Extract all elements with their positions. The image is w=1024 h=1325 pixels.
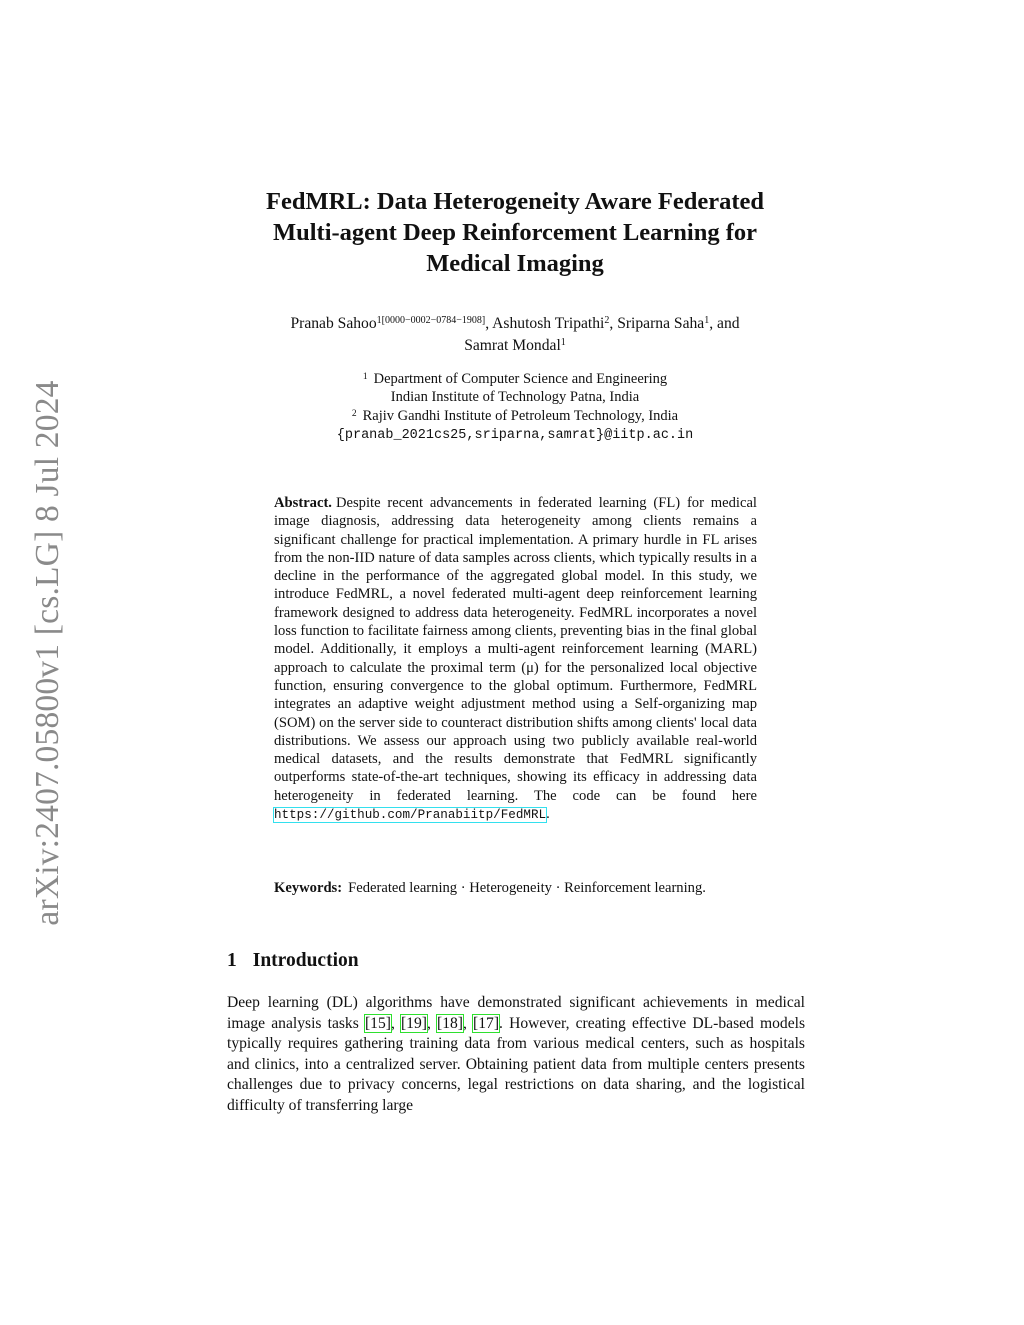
author-affil-marker: 1 [704, 315, 710, 326]
keywords-text: Federated learning · Heterogeneity · Reinforcement learning. [348, 880, 706, 896]
author-name: Pranab Sahoo [290, 315, 377, 332]
affiliation-line [200, 370, 830, 388]
citation-separator: , [390, 1014, 401, 1032]
author-emails [200, 425, 830, 445]
citation-link[interactable]: [18] [437, 1014, 463, 1032]
paragraph-text: . However, creating effective DL-based models typically requires gathering training data from various medical centers, such as hospitals and clinics, into a centralized server. Obtaining patient data from multiple centers presents challenges due to privacy concerns, legal restrictions on data sharing, and the logistical difficulty of transferring large [227, 1014, 806, 1114]
affiliation-text: Department of Computer Science and Engineering [373, 371, 668, 387]
authors-line-2 [200, 335, 830, 357]
abstract-end: . [546, 806, 550, 823]
arxiv-sidebar [28, 375, 68, 930]
keywords [274, 879, 757, 897]
affiliations [200, 370, 830, 445]
author-name: , Sriparna Saha [609, 315, 705, 332]
author-name: Samrat Mondal [464, 337, 561, 354]
author-affil-marker: 2 [604, 315, 610, 326]
section-title: Introduction [252, 950, 359, 971]
keywords-label: Keywords: [274, 880, 343, 896]
affiliation-line [200, 407, 830, 425]
citation-link[interactable]: [17] [473, 1014, 500, 1032]
citation-link[interactable]: [19] [400, 1014, 427, 1032]
section-heading [227, 950, 359, 972]
author-separator: , and [709, 315, 740, 332]
affiliation-text: Rajiv Gandhi Institute of Petroleum Technology, India [362, 407, 679, 424]
citation-separator: , [426, 1014, 438, 1032]
title-line-1: FedMRL: Data Heterogeneity Aware Federated [265, 188, 764, 215]
author-list [200, 313, 830, 357]
section-number: 1 [227, 950, 237, 971]
abstract [274, 494, 757, 824]
paper-title [200, 186, 830, 279]
authors-line-1 [200, 313, 830, 335]
author-orcid: 1[0000−0002−0784−1908] [376, 315, 486, 326]
citation-separator: , [463, 1014, 474, 1032]
affiliation-number: 2 [351, 408, 357, 419]
affiliation-number: 1 [362, 372, 368, 382]
email-address: {pranab_2021cs25,sriparna,samrat}@iitp.ac.in [336, 427, 694, 443]
citation-link[interactable]: [15] [364, 1014, 391, 1032]
paragraph-text: Deep learning (DL) algorithms have demonstrated significant achievements in medical image analysis tasks [227, 994, 805, 1032]
code-url-link[interactable]: https://github.com/Pranabiitp/FedMRL [274, 808, 547, 823]
intro-paragraph [227, 993, 805, 1117]
abstract-text: Despite recent advancements in federated learning (FL) for medical image diagnosis, addressing data heterogeneity among clients remains a significant challenge for practical implementation. A primary hurdle in FL arises from the non-IID nature of data samples across clients, which typically results in a decline in the performance of the aggregated global model. In this study, we introduce FedMRL, a novel federated multi-agent deep reinforcement learning framework designed to address data heterogeneity. FedMRL incorporates a novel loss function to facilitate fairness among clients, preventing bias in the final global model. Additionally, it employs a multi-agent reinforcement learning (MARL) approach to calculate the proximal term (μ) for the personalized local objective function, ensuring convergence to the global optimum. Furthermore, FedMRL integrates an adaptive weight adjustment method using a Self-organizing map (SOM) on the server side to counteract distribution shifts among clients' local data distributions. We assess our approach using two publicly available real-world medical datasets, and the results demonstrate that FedMRL significantly outperforms state-of-the-art techniques, showing its efficacy in addressing data heterogeneity in federated learning. The code can be found here [274, 495, 757, 804]
author-affil-marker: 1 [560, 337, 566, 348]
title-line-2: Multi-agent Deep Reinforcement Learning for [273, 219, 757, 246]
author-name: , Ashutosh Tripathi [485, 315, 605, 332]
affiliation-line: Indian Institute of Technology Patna, India [390, 389, 640, 406]
abstract-label: Abstract. [274, 495, 332, 511]
arxiv-identifier: arXiv:2407.05800v1 [cs.LG] 8 Jul 2024 [29, 379, 66, 926]
title-line-3: Medical Imaging [426, 250, 604, 277]
